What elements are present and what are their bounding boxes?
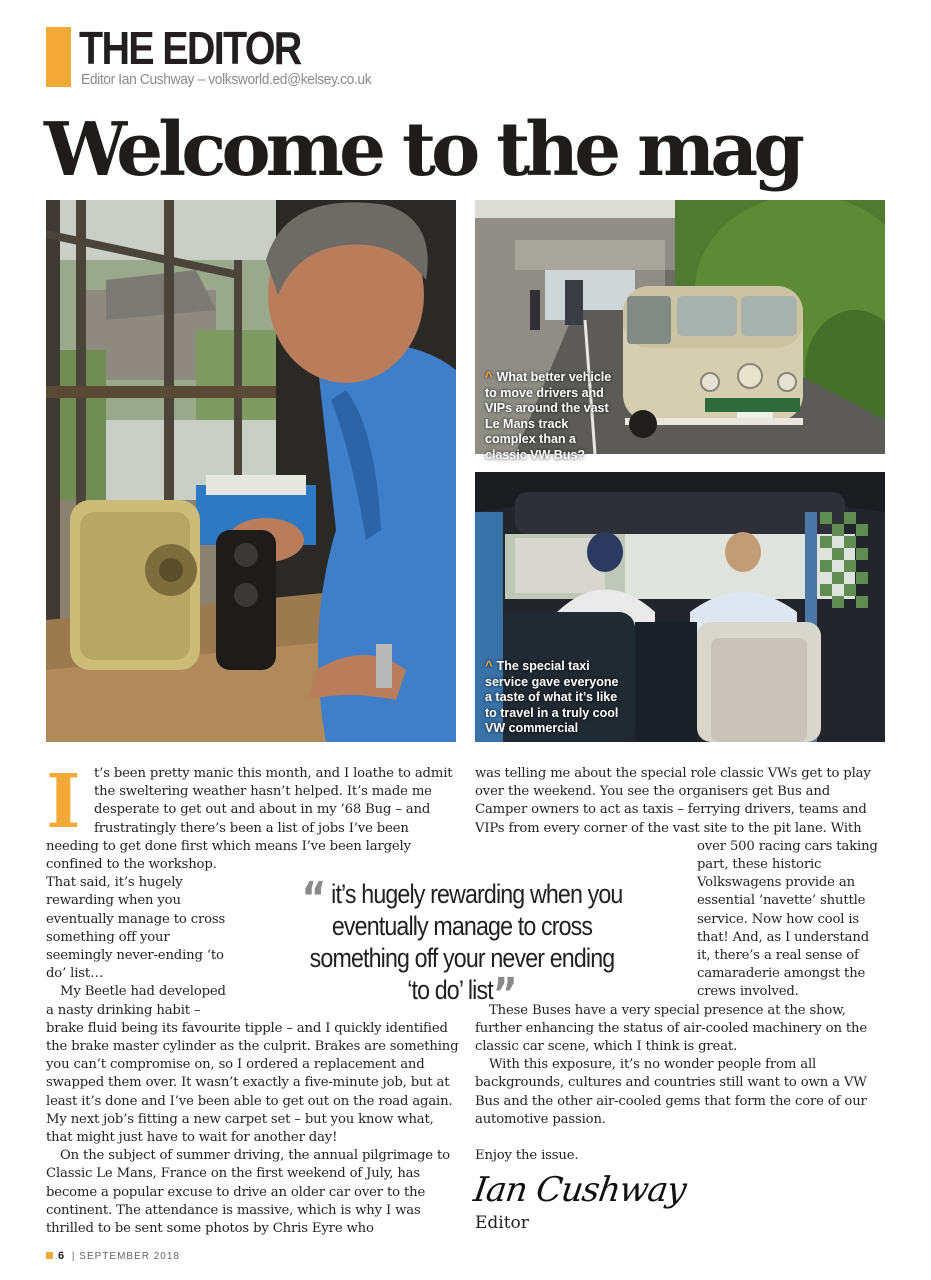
section-accent-bar — [46, 27, 71, 87]
bus-photo-caption: ^ What better vehicle to move drivers and VIPs around the vast Le Mans track complex than a classic VW Bus? — [485, 369, 612, 462]
signature-role: Editor — [475, 1213, 529, 1233]
article-paragraph: was telling me about the special role classic VWs get to play over the weekend. You see the organisers get Bus and Camper owners to act as taxis – ferrying drivers, teams and VIPs from every corner of the vast site to the pit lane. With over 500 racing cars taking part, these historic Volkswagens provide an essential ‘navette’ shuttle service. Now how cool is that! And, as I understand it, there’s a real sense of camaraderie amongst the crews involved. — [475, 766, 878, 1000]
interior-photo-caption: ^ The special taxi service gave everyone a taste of what it’s like to travel in a truly cool VW commercial — [485, 658, 619, 735]
article-paragraph: t’s been pretty manic this month, and I loathe to admit the sweltering weather hasn’t helped. It’s made me desperate to get out and about in my ’68 Bug – and frustratingly there’s been a list of jobs I’ve been needing to get done first which means I’ve been largely confined to the workshop. That said, it’s hugely rewarding when you eventually manage to cross something off your seemingly never-ending ‘to do’ list… — [46, 766, 453, 982]
page-footer: 6 | SEPTEMBER 2018 — [46, 1250, 180, 1262]
editor-signature: Ian Cushway — [471, 1170, 689, 1210]
footer-accent-square — [46, 1252, 53, 1259]
page-number: 6 — [58, 1250, 66, 1262]
caption-chevron-icon: ^ — [485, 369, 493, 384]
article-closing: Enjoy the issue. — [475, 1148, 579, 1164]
issue-date: SEPTEMBER 2018 — [79, 1251, 180, 1262]
article-paragraph: With this exposure, it’s no wonder people from all backgrounds, cultures and countries still want to own a VW Bus and the other air-cooled gems that form the core of our automotive passion. — [475, 1057, 867, 1127]
article-paragraph: These Buses have a very special presence at the show, further enhancing the status of air-cooled machinery on the classic car scene, which I think is great. — [475, 1002, 867, 1055]
editor-contact-line: Editor Ian Cushway – volksworld.ed@kelsey.co.uk — [81, 71, 372, 88]
page-headline: Welcome to the mag — [44, 107, 800, 193]
article-paragraph: On the subject of summer driving, the annual pilgrimage to Classic Le Mans, France on the first weekend of July, has become a popular excuse to drive an older car over to the continent. The attendance is massive, which is why I was thrilled to be sent some photos by Chris Eyre who — [46, 1148, 450, 1237]
drop-cap: I — [46, 759, 81, 845]
article-paragraph: My Beetle had developed a nasty drinking habit – brake fluid being its favourite tipple – and I quickly identified the brake master cylinder as the culprit. Brakes are something you can’t compromise on, so I ordered a replacement and swapped them over. It wasn’t exactly a five-minute job, but at least it’s done and I’ve been able to get out on the road again. My next job’s fitting a new carpet set – but you know what, that might just have to wait for another day! — [46, 984, 459, 1146]
caption-chevron-icon: ^ — [485, 658, 493, 673]
open-quote-icon: “ — [301, 873, 326, 924]
editor-workshop-photo — [46, 200, 456, 742]
pull-quote: “ it’s hugely rewarding when you eventually manage to cross something off your never ending ‘to do’ list” — [301, 873, 623, 1020]
section-title: THE EDITOR — [79, 22, 301, 74]
close-quote-icon: ” — [492, 969, 517, 1020]
